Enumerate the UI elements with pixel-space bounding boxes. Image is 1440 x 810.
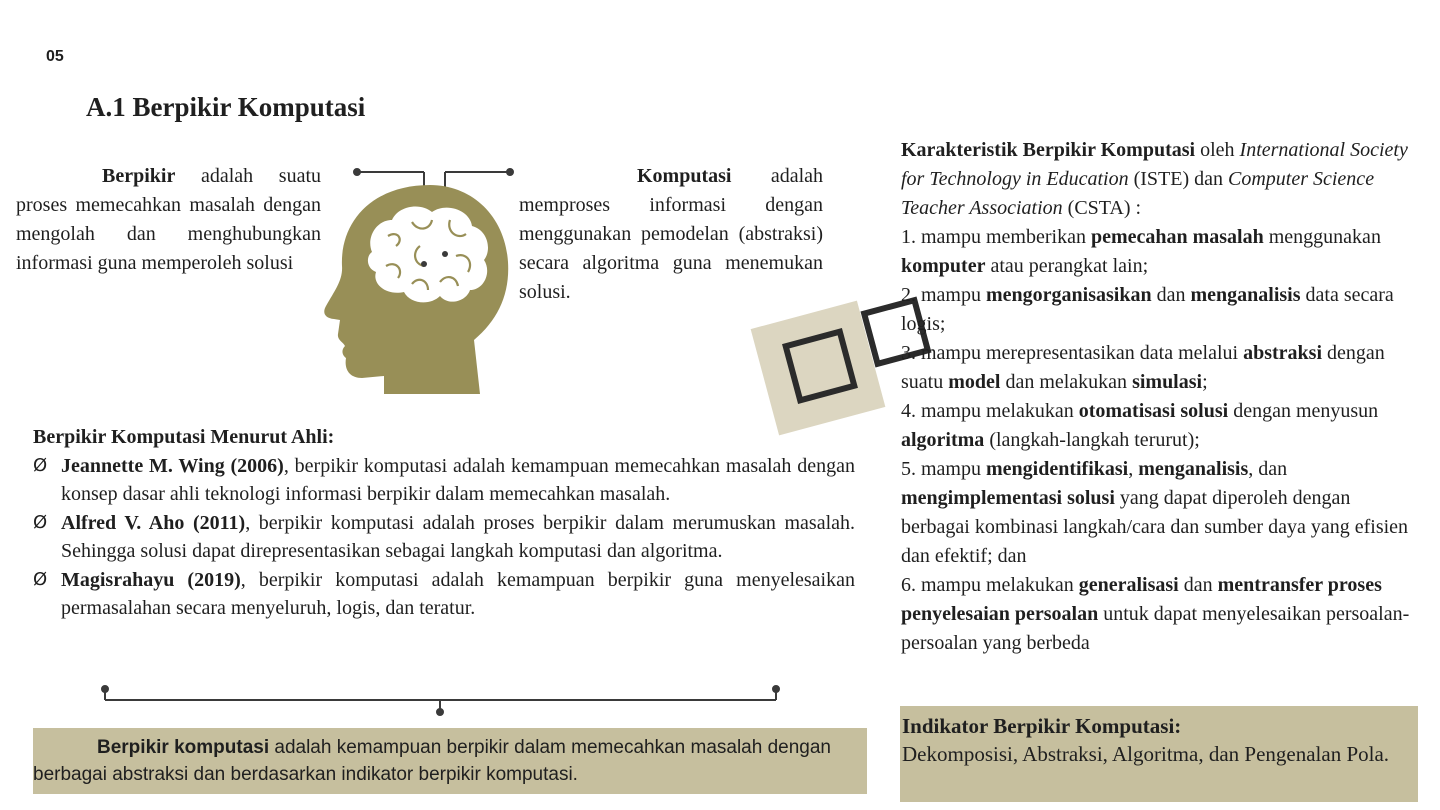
characteristic-segment: menggunakan bbox=[1263, 226, 1381, 248]
characteristics-list bbox=[901, 223, 1411, 658]
characteristic-segment: 6. mampu melakukan bbox=[901, 574, 1079, 596]
characteristic-segment: 5. mampu bbox=[901, 458, 986, 480]
characteristic-segment: (langkah-langkah terurut); bbox=[984, 429, 1200, 451]
characteristics-title: Karakteristik Berpikir Komputasi bbox=[901, 139, 1196, 161]
characteristic-segment: dan bbox=[1178, 574, 1218, 596]
characteristic-segment: yang dapat diperoleh dengan berbagai kombinasi langkah/cara dan sumber daya yang efisien dan efektif; dan bbox=[901, 487, 1409, 567]
characteristic-segment: 1. mampu memberikan bbox=[901, 226, 1091, 248]
experts-heading: Berpikir Komputasi Menurut Ahli: bbox=[33, 426, 335, 448]
page-title: A.1 Berpikir Komputasi bbox=[86, 92, 366, 122]
characteristic-item bbox=[901, 397, 1411, 455]
characteristic-segment: , dan bbox=[1248, 458, 1288, 480]
characteristic-segment: data secara logis; bbox=[901, 284, 1394, 335]
characteristic-item bbox=[901, 281, 1411, 339]
experts-list bbox=[33, 452, 855, 623]
characteristic-item bbox=[901, 571, 1411, 658]
berpikir-text: adalah suatu proses memecahkan masalah dengan mengolah dan menghubungkan informasi guna memperoleh solusi bbox=[16, 165, 321, 274]
characteristic-segment: dan bbox=[1151, 284, 1191, 306]
characteristic-segment: untuk dapat menyelesaikan persoalan-persoalan yang berbeda bbox=[901, 603, 1410, 654]
characteristic-item bbox=[901, 339, 1411, 397]
expert-name: Jeannette M. Wing (2006) bbox=[61, 454, 284, 477]
experts-section bbox=[33, 423, 855, 623]
characteristics-section bbox=[901, 136, 1411, 658]
org-iste: International Society for Technology in Education bbox=[901, 139, 1408, 190]
komputasi-text: adalah memproses informasi dengan menggunakan pemodelan (abstraksi) secara algoritma guna menemukan solusi. bbox=[519, 165, 823, 303]
characteristic-item bbox=[901, 455, 1411, 571]
expert-text: , berpikir komputasi adalah proses berpikir dalam merumuskan masalah. Sehingga solusi dapat direpresentasikan sebagai langkah komputasi dan algoritma. bbox=[61, 511, 855, 562]
characteristics-title-rest: oleh bbox=[1195, 139, 1235, 161]
head-brain-icon bbox=[324, 185, 508, 394]
expert-item bbox=[33, 509, 855, 566]
characteristic-segment: mengorganisasikan bbox=[986, 284, 1152, 306]
expert-item bbox=[33, 566, 855, 623]
characteristic-segment: mentransfer proses penyelesaian persoalan bbox=[901, 574, 1382, 625]
characteristic-segment: 3. mampu merepresentasikan data melalui bbox=[901, 342, 1244, 364]
page-number: 05 bbox=[46, 48, 64, 65]
summary-box bbox=[33, 728, 867, 794]
characteristic-segment: , bbox=[1128, 458, 1139, 480]
characteristic-segment: menganalisis bbox=[1190, 284, 1301, 306]
bullet-arrow-icon: Ø bbox=[33, 568, 48, 590]
bullet-arrow-icon: Ø bbox=[33, 511, 48, 533]
org-iste-abbr: (ISTE) dan bbox=[1128, 168, 1228, 190]
characteristic-segment: dan melakukan bbox=[1000, 371, 1133, 393]
characteristic-segment: mengimplementasi solusi bbox=[901, 487, 1115, 509]
characteristic-segment: 4. mampu melakukan bbox=[901, 400, 1079, 422]
characteristic-segment: model bbox=[948, 371, 1001, 393]
expert-name: Alfred V. Aho (2011) bbox=[61, 511, 246, 534]
characteristic-segment: komputer bbox=[901, 255, 986, 277]
org-csta-abbr: (CSTA) : bbox=[1062, 197, 1142, 219]
expert-name: Magisrahayu (2019) bbox=[61, 568, 241, 591]
characteristic-segment: 2. mampu bbox=[901, 284, 986, 306]
characteristic-segment: dengan suatu bbox=[901, 342, 1385, 393]
komputasi-term: Komputasi bbox=[637, 165, 732, 187]
expert-text: , berpikir komputasi adalah kemampuan memecahkan masalah dengan konsep dasar ahli teknologi informasi berpikir dalam memecahkan masalah. bbox=[61, 454, 855, 505]
berpikir-term: Berpikir bbox=[102, 165, 176, 187]
characteristic-segment: ; bbox=[1202, 371, 1208, 393]
characteristic-segment: otomatisasi solusi bbox=[1078, 400, 1229, 422]
indicators-text: Dekomposisi, Abstraksi, Algoritma, dan Pengenalan Pola. bbox=[902, 742, 1390, 766]
characteristic-segment: menganalisis bbox=[1138, 458, 1249, 480]
characteristic-item bbox=[901, 223, 1411, 281]
characteristic-segment: generalisasi bbox=[1078, 574, 1179, 596]
org-csta: Computer Science Teacher Association bbox=[901, 168, 1375, 219]
indicators-box bbox=[900, 706, 1418, 802]
summary-text: adalah kemampuan berpikir dalam memecahkan masalah dengan berbagai abstraksi dan berdasarkan indikator berpikir komputasi. bbox=[33, 737, 831, 785]
expert-item bbox=[33, 452, 855, 509]
characteristic-segment: algoritma bbox=[901, 429, 985, 451]
characteristic-segment: atau perangkat lain; bbox=[985, 255, 1149, 277]
expert-text: , berpikir komputasi adalah kemampuan berpikir guna menyelesaikan permasalahan secara menyeluruh, logis, dan teratur. bbox=[61, 568, 855, 619]
characteristic-segment: mengidentifikasi bbox=[986, 458, 1129, 480]
bullet-arrow-icon: Ø bbox=[33, 454, 48, 476]
summary-term: Berpikir komputasi bbox=[97, 737, 270, 758]
bracket-connector bbox=[102, 686, 779, 715]
characteristic-segment: simulasi bbox=[1132, 371, 1203, 393]
indicators-heading: Indikator Berpikir Komputasi: bbox=[902, 714, 1182, 738]
characteristics-heading bbox=[901, 136, 1411, 223]
characteristic-segment: abstraksi bbox=[1243, 342, 1323, 364]
characteristic-segment: pemecahan masalah bbox=[1090, 226, 1264, 248]
characteristic-segment: dengan menyusun bbox=[1228, 400, 1379, 422]
